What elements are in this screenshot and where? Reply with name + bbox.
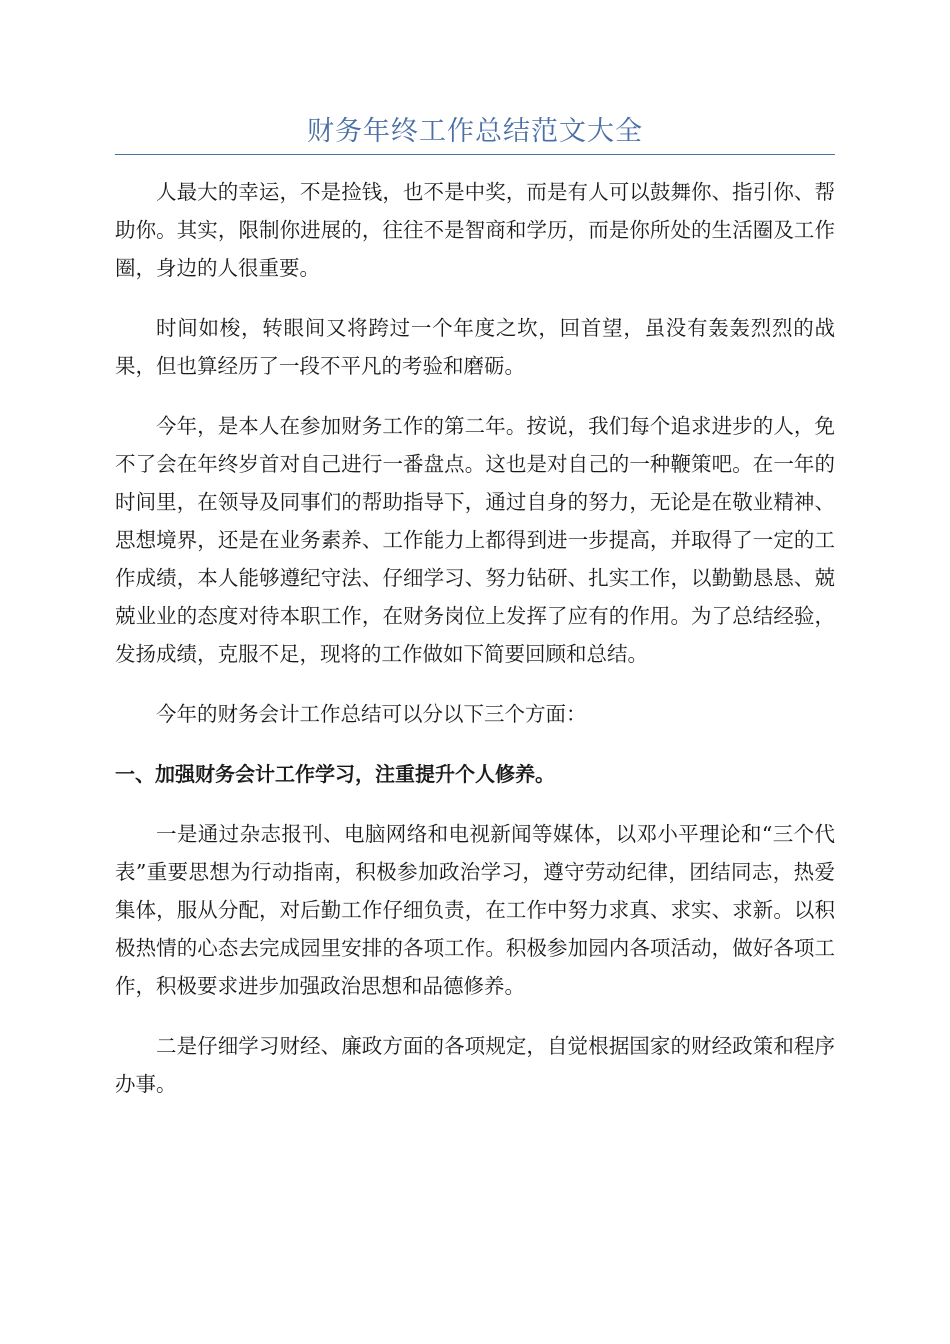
paragraph-point-one: 一是通过杂志报刊、电脑网络和电视新闻等媒体，以邓小平理论和“三个代表”重要思想为行动指南，积极参加政治学习，遵守劳动纪律，团结同志，热爱集体，服从分配，对后勤工作仔细负责，在工作中努力求真、求实、求新。以积极热情的心态去完成园里安排的各项工作。积极参加园内各项活动，做好各项工作，积极要求进步加强政治思想和品德修养。 <box>115 822 835 998</box>
paragraph-time: 时间如梭，转眼间又将跨过一个年度之坎，回首望，虽没有轰轰烈烈的战果，但也算经历了一段不平凡的考验和磨砺。 <box>115 316 835 378</box>
paragraph-point-two: 二是仔细学习财经、廉政方面的各项规定，自觉根据国家的财经政策和程序办事。 <box>115 1034 835 1096</box>
document-body <box>115 173 835 1125</box>
paragraph-this-year: 今年，是本人在参加财务工作的第二年。按说，我们每个追求进步的人，免不了会在年终岁首对自己进行一番盘点。这也是对自己的一种鞭策吧。在一年的时间里，在领导及同事们的帮助指导下，通过自身的努力，无论是在敬业精神、思想境界，还是在业务素养、工作能力上都得到进一步提高，并取得了一定的工作成绩，本人能够遵纪守法、仔细学习、努力钻研、扎实工作，以勤勤恳恳、兢兢业业的态度对待本职工作，在财务岗位上发挥了应有的作用。为了总结经验，发扬成绩，克服不足，现将的工作做如下简要回顾和总结。 <box>115 414 835 666</box>
title-underline <box>115 154 835 155</box>
paragraph-intro: 人最大的幸运，不是捡钱，也不是中奖，而是有人可以鼓舞你、指引你、帮助你。其实，限制你进展的，往往不是智商和学历，而是你所处的生活圈及工作圈，身边的人很重要。 <box>115 180 835 280</box>
document-title: 财务年终工作总结范文大全 <box>307 116 643 147</box>
paragraph-three-aspects: 今年的财务会计工作总结可以分以下三个方面： <box>156 702 587 726</box>
section-heading-1: 一、加强财务会计工作学习，注重提升个人修养。 <box>115 762 555 786</box>
